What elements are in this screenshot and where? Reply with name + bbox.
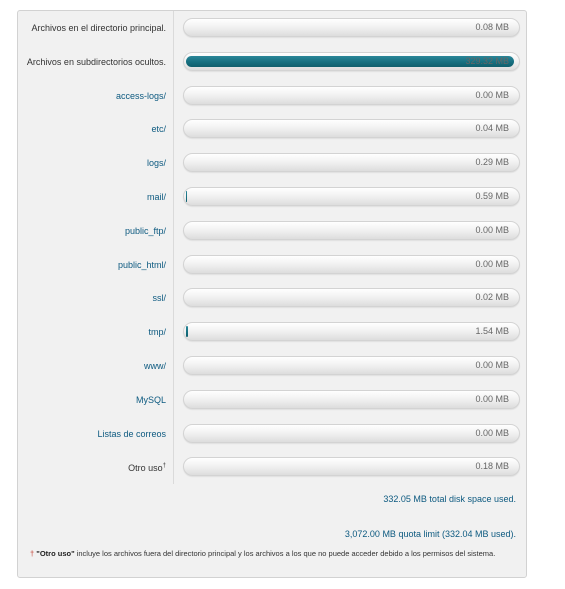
directory-link[interactable] [18, 192, 166, 202]
footnote [30, 549, 518, 558]
usage-row [18, 281, 528, 315]
row-label-text: mail/ [146, 192, 166, 202]
usage-value: 0.00 MB [475, 258, 509, 269]
directory-link[interactable] [18, 327, 166, 337]
directory-link[interactable] [18, 91, 166, 101]
usage-bar [183, 119, 520, 138]
usage-value: 329.32 MB [465, 55, 509, 66]
row-label-text: public_ftp/ [124, 225, 166, 236]
usage-value: 0.00 MB [475, 427, 509, 438]
usage-row [18, 349, 528, 383]
footnote-text: incluye los archivos fuera del directorio principal y los archivos a los que no puede acceder debido a los permisos del sistema. [74, 549, 496, 558]
usage-bar [183, 153, 520, 172]
row-label-text: public_html/ [117, 259, 166, 270]
usage-row [18, 315, 528, 349]
row-label-text: etc/ [151, 124, 166, 135]
row-label-text: Archivos en subdirectorios ocultos. [26, 56, 166, 67]
footnote-marker: † [162, 463, 166, 470]
row-label-text: tmp/ [148, 327, 166, 338]
usage-value: 0.18 MB [475, 461, 509, 472]
row-label-text: access-logs/ [115, 90, 166, 101]
usage-value: 0.00 MB [475, 393, 509, 404]
usage-row [18, 45, 528, 79]
usage-bar [183, 424, 520, 443]
usage-value: 0.00 MB [475, 224, 509, 235]
directory-link[interactable] [18, 158, 166, 168]
total-disk-used-text: 332.05 MB total disk space used. [383, 494, 516, 504]
usage-bar [183, 255, 520, 274]
usage-bar-fill [186, 326, 188, 337]
usage-row [18, 214, 528, 248]
usage-row [18, 248, 528, 282]
directory-link[interactable] [18, 429, 166, 439]
usage-value: 0.02 MB [475, 292, 509, 303]
usage-row [18, 450, 528, 484]
row-label-text: Archivos en el directorio principal. [31, 23, 166, 33]
usage-bar [183, 86, 520, 105]
row-label-text: ssl/ [152, 293, 166, 304]
usage-row [18, 11, 528, 45]
row-label-text: www/ [144, 361, 166, 371]
directory-link[interactable] [18, 124, 166, 134]
row-label [18, 57, 166, 67]
directory-link[interactable] [18, 361, 166, 371]
usage-value: 0.08 MB [475, 22, 509, 32]
usage-row [18, 417, 528, 451]
usage-value: 0.04 MB [475, 123, 509, 134]
row-label [18, 461, 166, 473]
row-label-text: Otro uso [128, 463, 163, 474]
usage-row [18, 383, 528, 417]
row-label-text: MySQL [135, 394, 166, 405]
row-label-text: logs/ [146, 158, 166, 169]
directory-link[interactable] [18, 395, 166, 405]
usage-bar [183, 356, 520, 375]
usage-bar-fill [186, 191, 187, 202]
usage-value: 0.59 MB [475, 191, 509, 201]
row-label [18, 23, 166, 33]
usage-row [18, 79, 528, 113]
quota-limit-text: 3,072.00 MB quota limit (332.04 MB used). [344, 529, 516, 539]
usage-bar [183, 187, 520, 206]
directory-link[interactable] [18, 293, 166, 303]
usage-value: 0.29 MB [475, 157, 509, 168]
usage-bar [183, 390, 520, 409]
usage-bar [183, 18, 520, 37]
usage-value: 1.54 MB [475, 326, 509, 337]
row-label-text: Listas de correos [97, 428, 166, 439]
usage-bar [183, 52, 520, 71]
usage-row [18, 146, 528, 180]
directory-link[interactable] [18, 260, 166, 270]
footnote-dagger: † [30, 549, 35, 558]
usage-bar [183, 221, 520, 240]
usage-value: 0.00 MB [475, 360, 509, 370]
usage-bar [183, 457, 520, 476]
usage-row [18, 112, 528, 146]
disk-usage-panel [17, 10, 527, 578]
usage-bar [183, 288, 520, 307]
footnote-term: "Otro uso" [36, 549, 75, 558]
usage-value: 0.00 MB [475, 89, 509, 100]
usage-bar [183, 322, 520, 341]
usage-row [18, 180, 528, 214]
directory-link[interactable] [18, 226, 166, 236]
